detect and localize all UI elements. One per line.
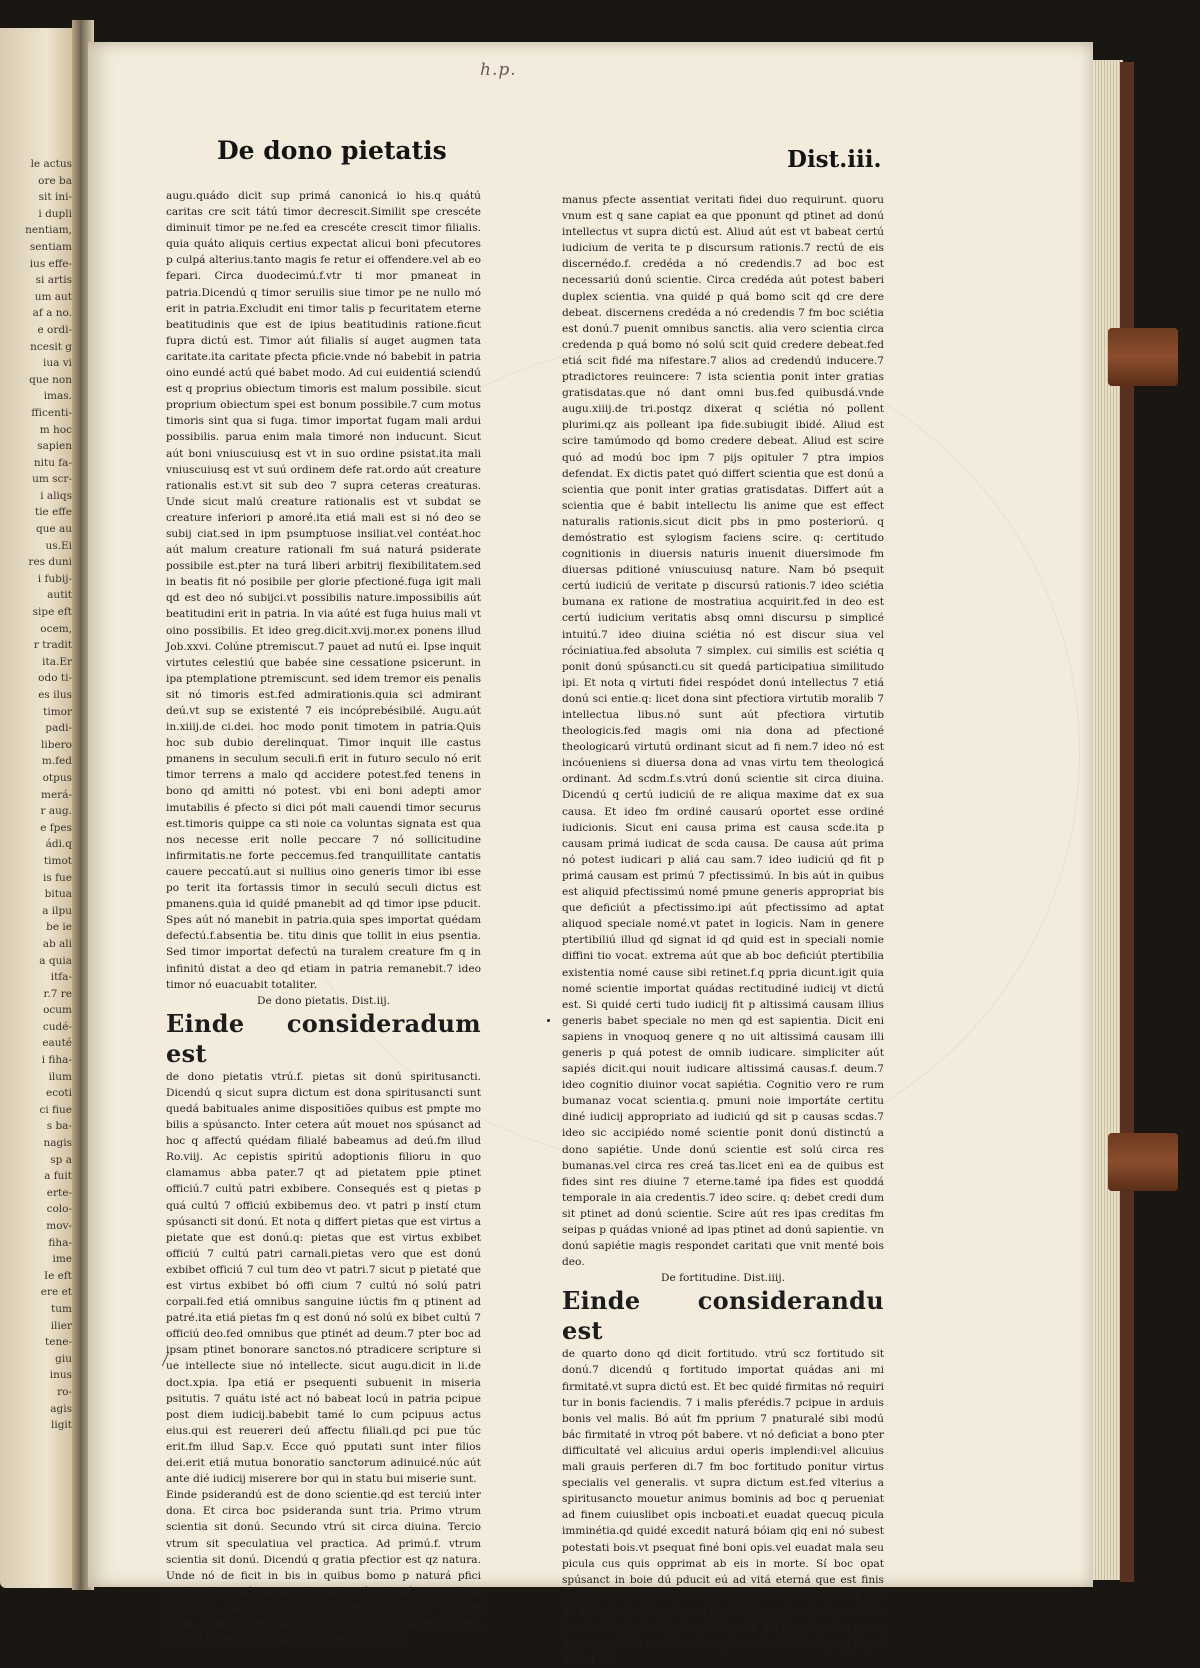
left-edge-line: autit <box>47 589 72 602</box>
left-edge-line: e fpes <box>40 821 72 834</box>
left-edge-line: tum <box>51 1302 72 1315</box>
section-caption: De dono pietatis. Dist.iij. <box>256 994 391 1007</box>
left-edge-line: res duni <box>28 556 72 569</box>
left-edge-line: ligit <box>50 1419 72 1432</box>
left-edge-line: otpus <box>42 771 72 784</box>
paragraph: de quarto dono qd dicit fortitudo. vtrú scz fortitudo sit donú.7 dicendú q fortitudo importat quádas ani mi firmitaté.vt supra dictú est. Et bec quidé firmitas nó requiri tur in bonis faciendis. 7 i malis pferédis.7 pcipue in arduis bonis vel malis. Bó aút fm pprium 7 pnaturalé sibi modú bác firmitaté in vtroq pót babere. vt nó deficiat a bono pter difficultaté vel alicuius ardui operis implendi:vel alicuius mali grauis perferen di.7 fm boc fortitudo ponitur virtus specialis vel generalis. vt supra dictum est.fed vlterius a spiritusancto mouetur animus bominis ad boc q perueniat ad finem cuiuslibet opis incboati.et euadat quecuq picula imminétia.qd quidé excedit naturá bóiam qiq eni nó subest potestati bois.vt psequat finé boni opis.vel euadat mala seu picula cus quis opprimat ab eis in morte. Sí boc opat spúsanct in boie dú pducit eú ad vitá eterná que est finis oim bonor operú.7 euasio oim piculor.7 bui rei infundit quá dá fiducia menti spúsanct.ptrariú timoré excludens. 7 fm boc fortitudo donú spúsancti ponit. Dictú est eni supra q dona re spiciút motões aie a spúsancto. Ex dictis pz q 7 quó differt for <box>562 1348 884 1667</box>
left-edge-line: erte- <box>46 1186 72 1199</box>
left-edge-line: que au <box>35 523 72 536</box>
left-edge-line: ab ali <box>42 937 72 950</box>
left-edge-line: tie effe <box>34 506 72 519</box>
left-edge-line: eauté <box>42 1037 72 1050</box>
text-column-left <box>166 188 481 1648</box>
left-edge-line: odo ti- <box>38 672 72 685</box>
left-edge-line: itfa- <box>50 971 72 984</box>
left-edge-line: i fiha- <box>41 1054 72 1067</box>
left-edge-line: ilum <box>48 1070 72 1083</box>
paragraph: Einde psiderandú est de dono scientie.qd est terciú inter dona. Et circa boc psideranda sunt tria. Primo vtrum scientia sit donú. Secundo vtrú sit circa diuina. Tercio vtrum sit speculatiua vel practica. Ad primú.f. vtrum scientia sit donú. Dicendú q gratia pfectior est qz natura. Unde nó de ficit in bis in quibus bomo p naturá pfici potest. Cum aút bomo per naturalé rationé assentit fm intellectú alicui veritati. dupliciter pficit circa veritaté illam. Primo quidé quia capit eá. Secú do quia de ea certú iudiciú babet.7 ideo ad boc q intellectus bu- <box>166 1489 481 1647</box>
left-edge-line: ci fiue <box>39 1103 72 1116</box>
left-edge-line: a ilpu <box>42 904 72 917</box>
section-heading: Einde considerandu est <box>562 1286 884 1346</box>
paragraph: augu.quádo dicit sup primá canonicá io his.q quátú caritas cre scit tátú timor decrescit.Similit spe crescéte diminuit timor pe ne.fed ea crescéte crescit timor filialis. quia quáto aliquis certius expectat alicui boni pfecutores p culpá alterius.tanto magis fe retur ei offendere.vel ab eo fepari. Circa duodecimú.f.vtr ti mor pmaneat in patria.Dicendú q timor seruilis siue timor pe ne nullo mó erit in patria.Excludit eni timor talis p fecuritatem eterne beatitudinis que est de ipius beatitudinis ratione.ficut fupra dictú est. Timor aút filialis sí auget augmen tata caritate.ita caritate pfecta pficie.vnde nó babebit in patria oino eundé actú qué babet modo. Ad cui euidentiá sciendú est q proprius obiectum timoris est malum possibile. sicut proprium obiectum spei est bonum possibile.7 cum motus timoris sint qua si fuga. timor importat fugam mali ardui possibilis. parua enim mala timoré non inducunt. Sicut aút boni vniuscuiusq est vt in suo ordine psistat.ita mali vniuscuiusq est vt suú ordinem defe rat.ordo aút creature rationalis est.vt sit sub deo 7 supra ceteras creaturas. Unde sicut malú creature rationalis est vt subdat se creature inferiori p amoré.ita etiá mali est si nó deo se subij ciat.sed in ipm psumptuose insiliat.vel contéat.hoc aút malum creature rationali fm suá naturá psiderate possibile est.pter na turá liberi arbitrij flexibilitatem.sed in beatis fit nó posibile per glorie pfectioné.fuga igit mali qd est deo nó subijci.vt possibilis nature.impossibilis aút beatitudini erit in patria. In via aúté est fuga huius mali vt oino possibilis. Et ideo greg.dicit.xvij.mor.ex ponens illud Job.xxvi. Colúne ptremiscut.7 pauet ad nutú ei. Ipse inquit virtutes celestiú que babée sine cessatione psicerunt. in ipa ptemplatione ptremiscunt. sed idem tremor eis penalis sit nó timoris est.fed admirationis.quia sci admirant deú.vt sup se existenté 7 eis incóprebésibilé. Augu.aút in.xiiij.de ci.dei. hoc modo ponit timotem in patria.Quis hoc sub dubio derelinquat. Timor inquit ille castus pmanens in seculum seculi.fi erit in futuro seculo nó erit timor terrens a malo qd accidere potest.fed tenens in bono qd amitti nó potest. vbi eni boni adepti amor imutabilis é pfecto si dici pót mali cauendi timor securus est.timoris quippe ca sti noie ca voluntas signata est qua nos necesse erit nolle peccare 7 nó sollicitudine infirmitatis.ne forte peccemus.fed tranquillitate cantatis cauere peccatú.aut si nullius oino generis timor ibi esse po terit ita fortassis timor in seculú seculi dictus est pmanens.quia id quidé pmanebit ad qd timor ipse pducit. Spes aút nó manebit in patria.quia spes importat quédam defectú.f.absentia be. titu dinis que tollit in eius psentia. Sed timor importat defectú na turalem creature fm q in infinitú distat a deo qd etiam in patria remanebit.7 ideo timor nó euacuabit totaliter. <box>166 190 482 991</box>
left-edge-line: r tradit <box>33 639 72 652</box>
left-edge-line: s ba- <box>46 1120 72 1133</box>
left-edge-line: colo- <box>46 1203 72 1216</box>
left-edge-line: es ilus <box>38 689 72 701</box>
left-edge-line: ore ba <box>38 174 72 187</box>
facing-left-page <box>0 28 78 1588</box>
left-edge-line: i fubij- <box>37 572 72 585</box>
left-edge-line: um scr- <box>32 473 72 486</box>
left-edge-line: giu <box>55 1352 72 1365</box>
left-edge-line: timor <box>43 705 72 718</box>
left-edge-line: a quia <box>39 954 72 967</box>
left-edge-line: r aug. <box>40 805 72 818</box>
left-edge-line: libero <box>41 738 72 751</box>
left-edge-line: r.7 re <box>43 987 72 1000</box>
left-edge-line: ro- <box>57 1385 72 1398</box>
margin-note: h.p. <box>480 60 517 80</box>
left-edge-line: a fuit <box>44 1170 72 1183</box>
left-page-edge-text <box>0 28 78 1588</box>
left-edge-line: mov- <box>46 1220 72 1232</box>
left-edge-line: sit ini- <box>38 191 72 204</box>
left-edge-line: ime <box>52 1253 72 1266</box>
running-header-left: De dono pietatis <box>217 136 447 165</box>
left-edge-line: fficenti- <box>31 406 72 419</box>
leather-strap-upper <box>1108 328 1178 386</box>
left-edge-line: ilier <box>50 1319 72 1332</box>
left-edge-line: sp a <box>50 1153 72 1166</box>
left-edge-line: que non <box>29 373 72 386</box>
left-edge-line: merá- <box>41 788 72 801</box>
running-header-right: Dist.iii. <box>787 146 882 173</box>
left-edge-line: sipe eft <box>32 606 72 619</box>
text-column-right <box>562 192 884 1668</box>
section-caption: De fortitudine. Dist.iiij. <box>661 1272 785 1285</box>
left-edge-line: bitua <box>44 888 72 901</box>
left-edge-line: us.Ei <box>45 539 72 552</box>
left-edge-line: be ie <box>46 921 72 934</box>
page-stack-edge <box>1093 60 1123 1580</box>
left-edge-line: ere et <box>40 1286 72 1299</box>
ink-dot <box>547 1019 550 1022</box>
left-edge-line: ncesit g <box>30 340 72 353</box>
book-cover-edge <box>1120 62 1134 1582</box>
left-edge-line: ocem, <box>40 622 72 635</box>
left-edge-line: agis <box>50 1402 72 1415</box>
leather-strap-lower <box>1108 1133 1178 1191</box>
left-edge-line: fiha- <box>48 1236 72 1249</box>
left-edge-line: ius effe- <box>29 257 72 270</box>
paragraph: de dono pietatis vtrú.f. pietas sit donú spiritusancti. Dicendú q sicut supra dictum est dona spiritusancti sunt quedá babituales anime dispositiões quibus est pmpte mo bilis a spúsancto. Inter cetera aút mouet nos spúsanct ad hoc q affectú quédam filialé babeamus ad deú.fm illud Ro.viij. Ac cepistis spiritú adoptionis filioru in quo clamamus abba pater.7 qt ad pietatem ppie ptinet officiú.7 cultú patri exbibere. Consequés est q pietas p quá cultú 7 officiú exbibemus deo. vt patri p instí ctum spúsancti sit donú. Et nota q differt pietas que est virtus a pietate que est donú.q: pietas que est virtus exbibet officiú 7 cultú patri carnali.pietas vero que est donú exbibet officiú 7 cul tum deo vt patri.7 sicut p pietaté que est virtus exbibet bó offi cium 7 cultú nó solú patri corpali.fed etiá omnibus sanguine iúctis fm q ptinent ad patré.ita etiá pietas fm q est donú nó solú ex bibet cultú 7 officiú deo.fed omnibus que ptinét ad deum.7 pter boc ad ipsam ptinet bonorare sanctos.nó ptradicere scripture si ue intellecte siue nó intellecte. sicut augu.dicit in li.de doct.xpia. Ipa etiá er psequenti subuenit in miseria psitutis. 7 quátu isté act nó babeat locú in patria pcipue post diem iudicij.babebit tamé lo cum pcipuus actus eius.qui est reuereri deú affectu filiali.qd pci pue túc erit.fm illud Sap.v. Ecce quó pputati sunt inter filios dei.erit etiá mutua bonoratio sanctorum adinuicé.núc aút ante dié iudicij miserere bor qui in statu bui miserie sunt. <box>166 1070 481 1486</box>
left-edge-line: e ordi- <box>37 323 72 336</box>
left-edge-line: m hoc <box>39 423 72 436</box>
left-edge-line: timot <box>43 854 72 867</box>
left-edge-line: m.fed <box>41 755 72 768</box>
left-edge-line: i dupli <box>38 207 72 220</box>
left-edge-line: nitu fa- <box>33 456 72 469</box>
left-edge-line: nentiam, <box>25 224 72 237</box>
left-edge-line: ádi.q <box>45 838 72 851</box>
left-edge-line: inus <box>49 1369 72 1382</box>
left-edge-line: sapien <box>37 440 72 453</box>
left-edge-line: le actus <box>30 158 72 170</box>
left-edge-line: si artis <box>35 274 72 287</box>
left-edge-line: ita.Er <box>42 655 72 668</box>
left-edge-line: padi- <box>45 722 72 735</box>
paragraph: manus pfecte assentiat veritati fidei duo requirunt. quoru vnum est q sane capiat ea que pponunt qd ptinet ad donú intellectus vt supra dictú est. Aliud aút est vt babeat certú iudicium de verita te p discursum rationis.7 rectú de eis discernédo.f. credéda a nó credendis.7 ad boc est necessariú donú scientie. Circa credéda aút potest baberi duplex scientia. vna quidé p quá bomo scit qd cre dere debeat. discernens credéda a nó credendis 7 fm boc sciétia est donú.7 puenit omnibus sanctis. alia vero scientia circa credenda p quá bomo nó solú scit quid credere debeat.fed etiá scit fidé ma nifestare.7 alios ad credendú inducere.7 ptradictores reuincere: 7 ista scientia ponit inter gratias gratisdatas.que nó dant omni bus.fed quibusdá.vnde augu.xiiij.de tri.postqz dixerat q sciétia nó pollent plurimi.qz ais polleant ipa fide.subiugit ibidé. Aliud est scire tamúmodo qd bomo credere debeat. Aliud est scire quó ad modú boc ipm 7 pijs opituler 7 ptra impios defendat. Ex dictis patet quó differt scientia que est donú a scientia que ponit inter gratias gratisdatas. Differt aút a scientia que é babit intellectu lis anime que est effect naturalis rationis.sicut dicit pbs in pmo posteriorú. q demóstratio est sylogism faciens scire. q: certitudo cognitionis in diuersis naturis inuenit diuersimode fm diuersas pditioné vniuscuiusq nature. Nam bó psequit certú iudiciú de veritate p discursú rationis.7 ideo sciétia bumana ex ratione de mostratiua acquirit.fed in deo est certú iudicium veritatis absq omni discursu p simplicé intuitú.7 ideo diuina sciétia nó est discur siua vel róciniatiua.fed absoluta 7 simplex. cui similis est sciétia q ponit donú spúsancti.cu sit quedá participatiua similitudo ipi. Et nota q virtuti fidei respódet donú intellectus 7 etiá donú sci entie.q: licet dona sint pfectiora virtutib moralib 7 intellectua libus.nó sunt aút pfectiora virtutib theologicis.fed magis omi nia dona ad pfectioné theologicarú virtutú ordinant sicut ad fi nem.7 ideo nó est incóueniens si diuersa dona ad vnas virtu tem theologicá ordinant. Ad scdm.f.s.vtrú donú scientie sit circa diuina. Dicendú q certú iudiciú de re aliqua maxime dat ex sua causa. Et ideo fm ordiné causarú oportet esse ordiné iudicionis. Sicut eni causa prima est causa scde.ita p causam primá iudicat de scda causa. De causa aút prima nó potest iudicari p aliá cau sam.7 ideo iudiciú qd fit p primá causam est primú 7 pfectissimú. In bis aút in quibus est aliquid pfectissimú nomé pmune generis appropriat bis que deficiút a pfectissimo.ipi aút pfectissimo ad aptat aliquod speciale nomé.vt patet in logicis. Nam in genere ptertibiliú illud qd signat id qd quid est in speciali nomie diffini tio vocat. extrema aút que ab boc deficiút ptertibilia existentia nomé cause sibi retinet.f.q ppria dicunt.igit quia nomé scientie importat quádas rectitudiné iudicij vt dictú est. Si quidé certi tudo iudicij fit p altissimá causam illius generis babet speciale no men qd est sapientia. Dicit eni sapiens in vnoquoq genere q no uit altissimá causam illi generis p quá potest de omnib iudicare. simpliciter aút sapiés dicit.qui nouit iudicare altissimá causas.f. deum.7 ideo cognitio diuinor vocat sapiétia. Cognitio vero re rum bumanaz vocat scientia.q. pmuni noie importáte certitu diné iudicij appropriato ad iudiciú qd sit p causas scdas.7 ideo sic accipiédo nomé scientie ponit donú distinctú a dono sapiétie. Unde donú scientie est solú circa res bumanas.vel circa res creá tas.licet eni ea de quibus est fides sint res diuine 7 eterne.tamé ipa fides est quoddá temporale in aia credentis.7 ideo scire. q: debet credi dum sit ptinet ad donú scientie. Scire aút res ipas creditas fm seipas p quádas vnioné ad ipas ptinet ad donú sapientie. vn donú sapiétie magis respondet caritati que vnit menté bois deo. <box>562 194 884 1269</box>
left-edge-line: af a no. <box>32 307 72 320</box>
left-edge-line: iua vi <box>42 357 72 370</box>
left-edge-line: cudé- <box>42 1020 72 1033</box>
section-heading: Einde consideradum est <box>166 1008 481 1068</box>
left-edge-line: ecoti <box>46 1087 72 1100</box>
left-edge-line: tene- <box>45 1336 72 1349</box>
left-edge-line: imas. <box>43 390 72 403</box>
left-edge-line: is fue <box>43 871 72 884</box>
left-edge-line: i aliqs <box>40 489 72 502</box>
left-edge-line: sentiam <box>29 240 72 253</box>
left-edge-line: ocum <box>43 1004 72 1017</box>
left-edge-line: Ie eft <box>43 1269 72 1282</box>
left-edge-line: nagis <box>43 1137 72 1150</box>
left-edge-line: um aut <box>34 290 72 303</box>
